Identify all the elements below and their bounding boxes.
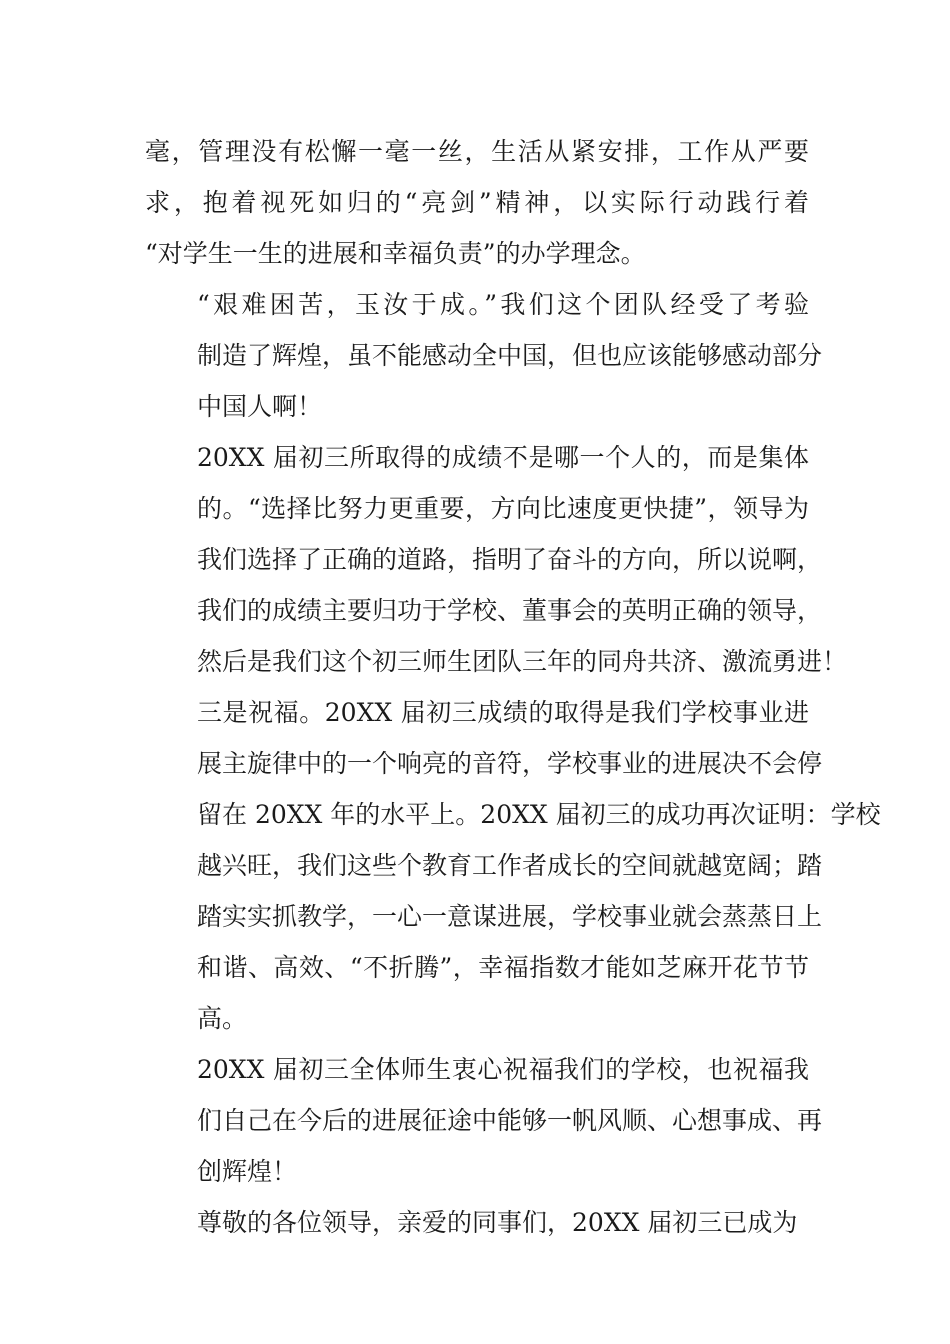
text-line: 然后是我们这个初三师生团队三年的同舟共济、激流勇进！ [197, 647, 848, 676]
paragraph [145, 687, 881, 1044]
text-line: 的。“选择比努力更重要，方向比速度更快捷”，领导为 [197, 494, 809, 523]
text-line: 高。 [197, 1004, 248, 1033]
text-line: 留在 20XX 年的水平上。20XX 届初三的成功再次证明：学校 [197, 800, 881, 829]
text-line: 20XX 届初三所取得的成绩不是哪一个人的，而是集体 [197, 443, 809, 472]
text-line: “对学生一生的进展和幸福负责”的办学理念。 [145, 239, 646, 268]
text-line: 20XX 届初三全体师生衷心祝福我们的学校，也祝福我 [197, 1055, 809, 1084]
paragraph [145, 432, 848, 687]
text-line: 求，抱着视死如归的“亮剑”精神，以实际行动践行着 [145, 188, 809, 217]
text-line: 毫，管理没有松懈一毫一丝，生活从紧安排，工作从严要 [145, 137, 809, 166]
document-body [145, 126, 881, 1248]
paragraph [145, 279, 823, 432]
text-line: 踏实实抓教学，一心一意谋进展，学校事业就会蒸蒸日上 [197, 902, 823, 931]
text-line: 制造了辉煌，虽不能感动全中国，但也应该能够感动部分 [197, 341, 823, 370]
text-line: 我们的成绩主要归功于学校、董事会的英明正确的领导， [197, 596, 823, 625]
text-line: “艰难困苦，玉汝于成。”我们这个团队经受了考验 [197, 290, 809, 319]
text-line: 展主旋律中的一个响亮的音符，学校事业的进展决不会停 [197, 749, 823, 778]
text-line: 三是祝福。20XX 届初三成绩的取得是我们学校事业进 [197, 698, 809, 727]
text-line: 创辉煌！ [197, 1157, 298, 1186]
text-line: 我们选择了正确的道路，指明了奋斗的方向，所以说啊， [197, 545, 823, 574]
text-line: 和谐、高效、“不折腾”，幸福指数才能如芝麻开花节节 [197, 953, 809, 982]
paragraph [145, 126, 809, 279]
text-line: 们自己在今后的进展征途中能够一帆风顺、心想事成、再 [197, 1106, 823, 1135]
text-line: 中国人啊！ [197, 392, 323, 421]
text-line: 尊敬的各位领导，亲爱的同事们，20XX 届初三已成为 [197, 1208, 798, 1237]
paragraph [145, 1044, 823, 1197]
text-line: 越兴旺，我们这些个教育工作者成长的空间就越宽阔；踏 [197, 851, 823, 880]
paragraph [145, 1197, 809, 1248]
